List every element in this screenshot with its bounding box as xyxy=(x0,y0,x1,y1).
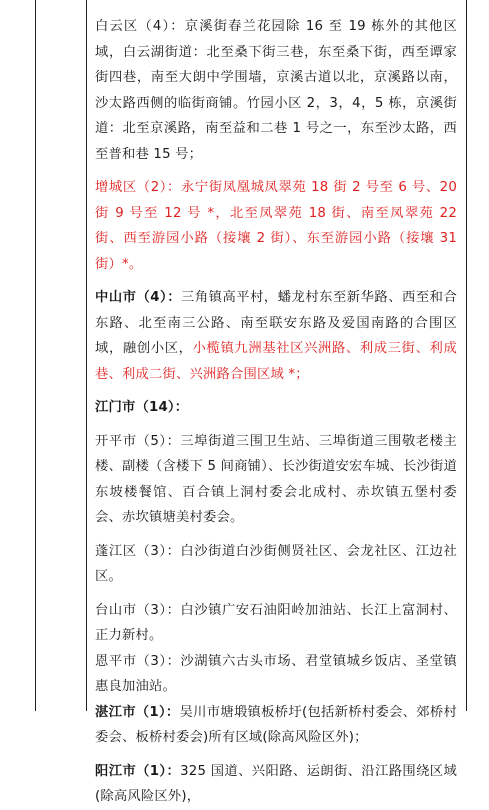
kaiping-entry: 开平市（5）：三埠街道三围卫生站、三埠街道三围敬老楼主楼、副楼（含楼下 5 间商铺）、长沙街道安宏车城、长沙街道东坡楼餐馆、百合镇上洞村委会北成村、赤坎镇五堡村委会、赤坎镇塘美村委会。 xyxy=(95,433,457,525)
column-divider xyxy=(86,0,87,711)
zhanjiang-heading: 湛江市（1）： xyxy=(95,704,180,720)
taishan-entry: 台山市（3）：白沙镇广安石油阳岭加油站、长江上富洞村、正力新村。 xyxy=(95,602,457,643)
zhanjiang-text: 吴川市塘塅镇板桥圩(包括新桥村委会、郊桥村委会、板桥村委会)所有区域(除高风险区外)； xyxy=(95,704,457,745)
zhanjiang-entry xyxy=(95,700,457,751)
enping-entry: 恩平市（3）：沙湖镇六古头市场、君堂镇城乡饭店、圣堂镇惠良加油站。 xyxy=(95,653,457,694)
yangjiang-heading: 阳江市（1）： xyxy=(95,763,181,779)
jiangmen-heading xyxy=(95,395,457,421)
jiangmen-heading-text: 江门市（14）： xyxy=(95,400,189,415)
zhongshan-red-text: 小榄镇九洲基社区兴洲路、利成三街、利成巷、利成二街、兴洲路合围区域 *； xyxy=(95,341,457,382)
pengjiang-entry: 蓬江区（3）：白沙街道白沙街侧贤社区、会龙社区、江边社区。 xyxy=(95,543,457,584)
zengcheng-entry: 增城区（2）：永宁街凤凰城凤翠苑 18 街 2 号至 6 号、20 街 9 号至 12 号 *，北至凤翠苑 18 街、南至凤翠苑 22 街、西至游园小路（接壤 2 街）、东至游园小路（接壤 31 街）*。 xyxy=(95,180,457,272)
baiyun-entry: 白云区（4）：京溪街春兰花园除 16 至 19 栋外的其他区域，白云湖街道：北至桑下街三巷，东至桑下街，西至谭家街四巷，南至大朗中学围墙，京溪古道以北，京溪路以南，沙太路西侧的临街商铺。竹园小区 2，3，4，5 栋，京溪街道：北至京溪路，南至益和二巷 1 号之一，东至沙太路，西至普和巷 15 号； xyxy=(95,19,457,162)
yangjiang-text: 325 国道、兴阳路、运朗街、沿江路围绕区域(除高风险区外)， xyxy=(95,763,457,804)
zhongshan-entry xyxy=(95,285,457,387)
zhongshan-heading: 中山市（4）： xyxy=(95,290,182,305)
document-cell xyxy=(95,14,457,810)
yangjiang-entry xyxy=(95,759,457,810)
zhongshan-text: 三角镇高平村，蟠龙村东至新华路、西至和合东路、北至南三公路、南至联安东路及爱国南路的合围区域，融创小区， xyxy=(95,290,457,356)
